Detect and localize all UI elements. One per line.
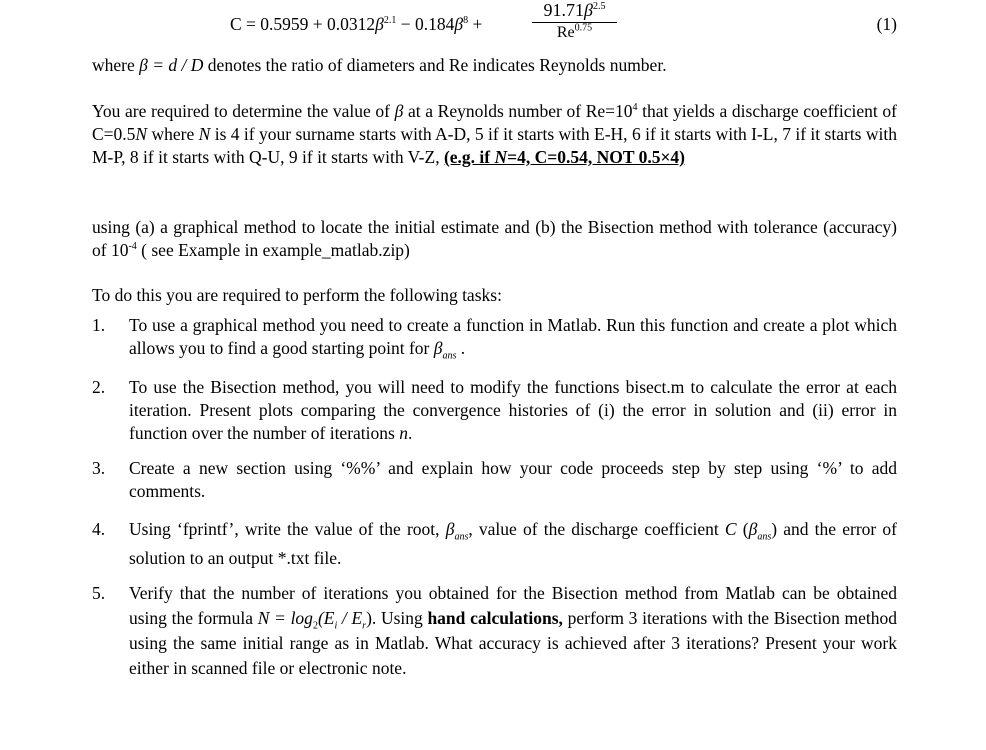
method-statement: using (a) a graphical method to locate the initial estimate and (b) the Bisection method with tolerance (accuracy) of $10^{-4}$ ( see Example in example_matlab.zip) [92,217,897,260]
equation [230,0,650,46]
tasks-list [92,314,897,681]
equation-left-side: $C = 0.5959 + 0.0312\beta^{2.1} - 0.184\beta^8$ + [230,14,483,34]
equation-fraction: $91.71\beta^{2.5}$ $Re^{0.75}$ [532,0,617,42]
task-3: 3. Create a new section using ‘%%’ and explain how your code proceeds step by step using ‘%’ to add comments. [92,458,897,501]
tasks-intro: To do this you are required to perform the following tasks: [92,285,502,305]
example-note: (e.g. if N=4, C=0.54, NOT 0.5×4) [443,147,686,167]
task-1: 1. To use a graphical method you need to create a function in Matlab. Run this function and create a plot which allows you to find a good starting point for $\beta_{ans}$ . [92,315,897,362]
task-2: 2. To use the Bisection method, you will need to modify the functions bisect.m to calculate the error at each iteration. Present plots comparing the convergence histories of (i) the error in solution and (ii) error in function over the number of iterations n. [92,377,897,443]
problem-statement: You are required to determine the value of β at a Reynolds number of $Re=10^4$ that yields a discharge coefficient of C=0.5N where N is 4 if your surname starts with A-D, 5 if it starts with E-H, 6 if it starts with I-L, 7 if it starts with M-P, 8 if it starts with Q-U, 9 if it starts with V-Z, (e.g. if N=4, C=0.54, NOT 0.5×4) [92,101,897,167]
where-line: where β = d / D denotes the ratio of diameters and Re indicates Reynolds number. [92,55,667,75]
task-5: 5. Verify that the number of iterations you obtained for the Bisection method from Matlab can be obtained using the formula $N = \log_2(E_i / E_r)$. Using hand calculations, perform 3 iterations with the Bisection method using the same initial range as in Matlab. What accuracy is achieved after 3 iterations? Present your work either in scanned file or electronic note. [92,583,897,678]
task-4: 4. Using ‘fprintf’, write the value of the root, $\beta_{ans}$, value of the discharge coefficient C $(\beta_{ans})$ and the error of solution to an output *.txt file. [92,519,897,568]
equation-number: (1) [876,14,897,34]
